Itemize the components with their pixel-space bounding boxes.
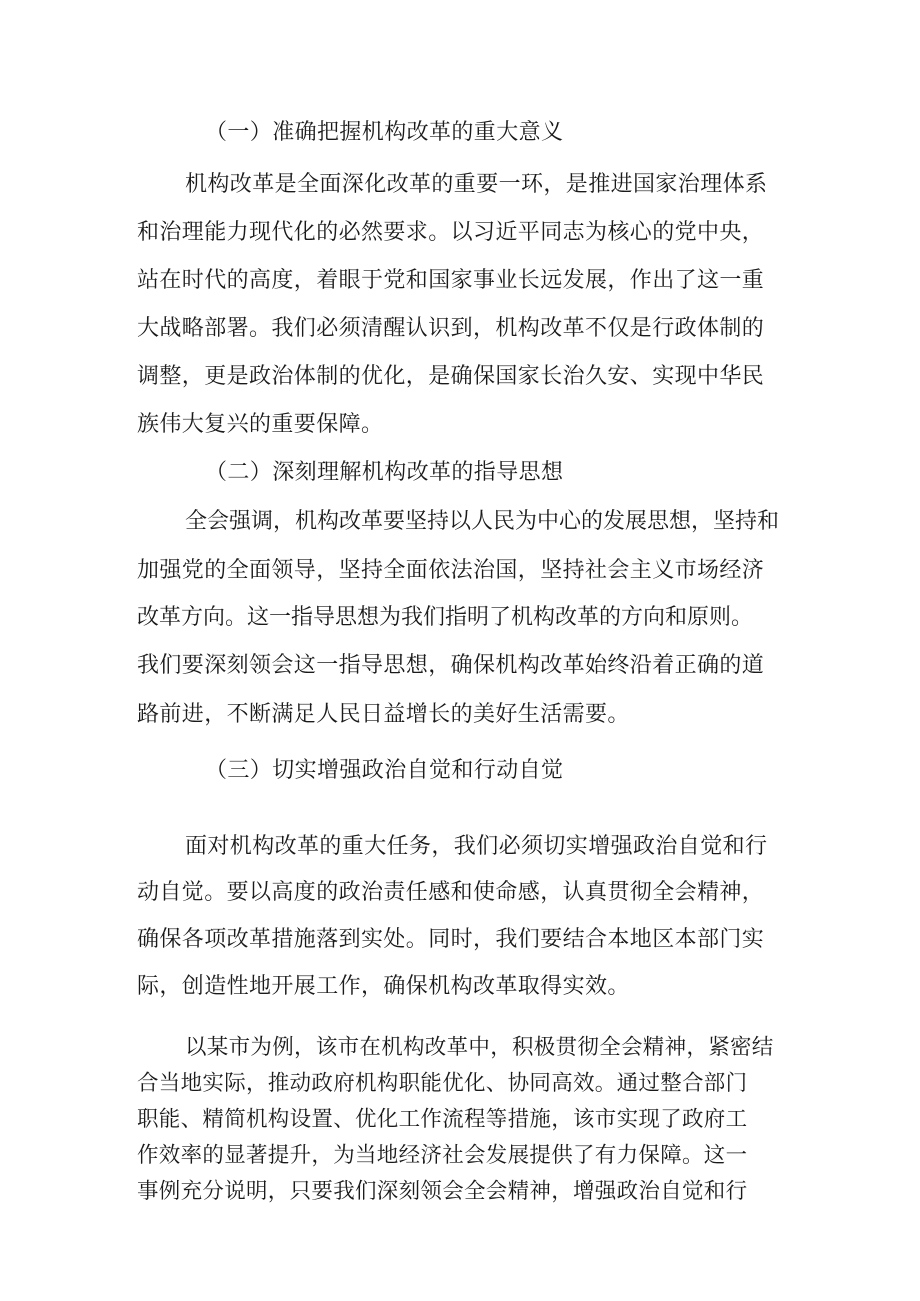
paragraph-line: 际，创造性地开展工作，确保机构改革取得实效。 [137,974,630,999]
paragraph-line: 合当地实际，推动政府机构职能优化、协同高效。通过整合部门 [137,1071,748,1096]
paragraph-line: 事例充分说明，只要我们深刻领会全会精神，增强政治自觉和行 [137,1179,748,1204]
paragraph-line: 我们要深刻领会这一指导思想，确保机构改革始终沿着正确的道 [137,653,765,678]
section-heading-3: （三）切实增强政治自觉和行动自觉 [205,758,564,783]
paragraph-line: 动自觉。要以高度的政治责任感和使命感，认真贯彻全会精神， [137,880,765,905]
paragraph-line: 和治理能力现代化的必然要求。以习近平同志为核心的党中央， [137,220,765,245]
paragraph-line: 机构改革是全面深化改革的重要一环，是推进国家治理体系 [185,172,768,197]
section-heading-2: （二）深刻理解机构改革的指导思想 [205,460,564,485]
paragraph-line: 职能、精简机构设置、优化工作流程等措施，该市实现了政府工 [137,1107,748,1132]
paragraph-line: 站在时代的高度，着眼于党和国家事业长远发展，作出了这一重 [137,268,765,293]
paragraph-line: 路前进，不断满足人民日益增长的美好生活需要。 [137,702,630,727]
paragraph-line: 以某市为例，该市在机构改革中，积极贯彻全会精神，紧密结 [185,1035,774,1060]
paragraph-line: 加强党的全面领导，坚持全面依法治国，坚持社会主义市场经济 [137,558,765,583]
section-heading-1: （一）准确把握机构改革的重大意义 [205,120,564,145]
paragraph-line: 大战略部署。我们必须清醒认识到，机构改革不仅是行政体制的 [137,316,765,341]
paragraph-line: 确保各项改革措施落到实处。同时，我们要结合本地区本部门实 [137,927,765,952]
paragraph-line: 面对机构改革的重大任务，我们必须切实增强政治自觉和行 [185,834,768,859]
paragraph-line: 改革方向。这一指导思想为我们指明了机构改革的方向和原则。 [137,605,754,630]
paragraph-line: 全会强调，机构改革要坚持以人民为中心的发展思想，坚持和 [185,509,780,534]
paragraph-line: 调整，更是政治体制的优化，是确保国家长治久安、实现中华民 [137,364,765,389]
paragraph-line: 族伟大复兴的重要保障。 [137,412,384,437]
paragraph-line: 作效率的显著提升，为当地经济社会发展提供了有力保障。这一 [137,1143,748,1168]
